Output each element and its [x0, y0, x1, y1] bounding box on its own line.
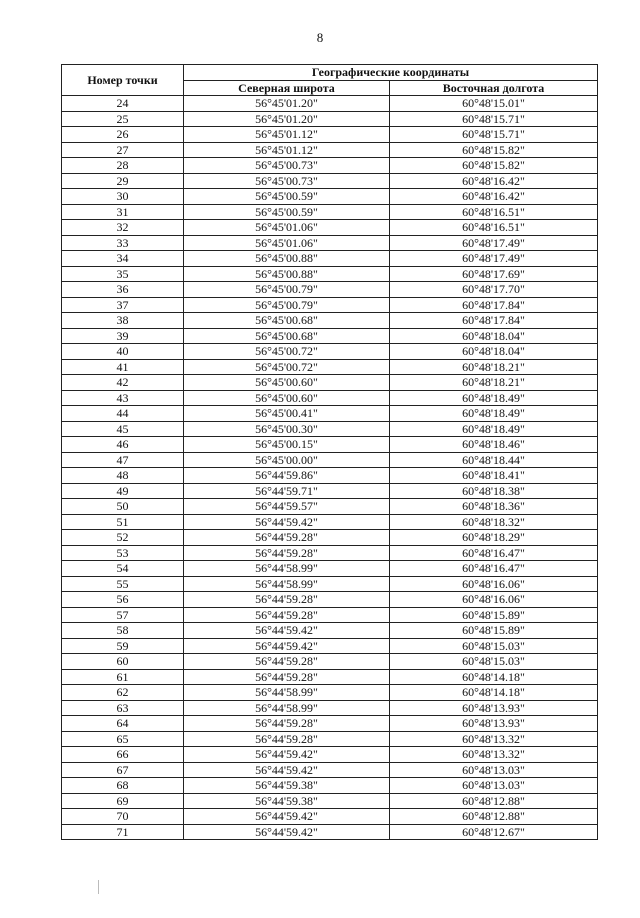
- cell-north-latitude: 56°44'59.28": [184, 592, 390, 608]
- table-header: [62, 65, 598, 96]
- cell-point-number: 63: [62, 700, 184, 716]
- cell-east-longitude: 60°48'15.03": [390, 654, 598, 670]
- cell-north-latitude: 56°45'00.68": [184, 328, 390, 344]
- cell-east-longitude: 60°48'15.03": [390, 638, 598, 654]
- header-north-latitude: Северная широта: [184, 80, 390, 96]
- table-row: [62, 297, 598, 313]
- cell-north-latitude: 56°45'00.41": [184, 406, 390, 422]
- cell-east-longitude: 60°48'18.32": [390, 514, 598, 530]
- cell-north-latitude: 56°45'00.72": [184, 359, 390, 375]
- cell-point-number: 31: [62, 204, 184, 220]
- cell-point-number: 67: [62, 762, 184, 778]
- cell-east-longitude: 60°48'18.04": [390, 328, 598, 344]
- cell-point-number: 70: [62, 809, 184, 825]
- table-row: [62, 669, 598, 685]
- cell-north-latitude: 56°45'00.68": [184, 313, 390, 329]
- cell-point-number: 58: [62, 623, 184, 639]
- cell-north-latitude: 56°44'59.42": [184, 762, 390, 778]
- table-row: [62, 747, 598, 763]
- cell-east-longitude: 60°48'18.38": [390, 483, 598, 499]
- cell-point-number: 47: [62, 452, 184, 468]
- cell-north-latitude: 56°45'01.20": [184, 96, 390, 112]
- cell-north-latitude: 56°44'59.38": [184, 793, 390, 809]
- table-row: [62, 189, 598, 205]
- cell-east-longitude: 60°48'15.89": [390, 623, 598, 639]
- cell-point-number: 66: [62, 747, 184, 763]
- page-number: 8: [316, 30, 324, 45]
- cell-east-longitude: 60°48'18.21": [390, 359, 598, 375]
- cell-north-latitude: 56°44'59.42": [184, 747, 390, 763]
- cell-north-latitude: 56°45'00.60": [184, 375, 390, 391]
- table-row: [62, 762, 598, 778]
- cell-east-longitude: 60°48'13.32": [390, 731, 598, 747]
- table-row: [62, 468, 598, 484]
- cell-east-longitude: 60°48'13.32": [390, 747, 598, 763]
- cell-north-latitude: 56°45'00.59": [184, 189, 390, 205]
- cell-north-latitude: 56°44'59.28": [184, 669, 390, 685]
- cell-point-number: 41: [62, 359, 184, 375]
- header-point-number: Номер точки: [62, 65, 184, 96]
- cell-point-number: 28: [62, 158, 184, 174]
- table-row: [62, 344, 598, 360]
- cell-east-longitude: 60°48'16.42": [390, 173, 598, 189]
- cell-east-longitude: 60°48'18.46": [390, 437, 598, 453]
- table-row: [62, 142, 598, 158]
- table-row: [62, 638, 598, 654]
- coordinates-table: [61, 64, 598, 840]
- table-row: [62, 731, 598, 747]
- cell-point-number: 50: [62, 499, 184, 515]
- cell-point-number: 33: [62, 235, 184, 251]
- table-row: [62, 96, 598, 112]
- cell-east-longitude: 60°48'18.36": [390, 499, 598, 515]
- cell-east-longitude: 60°48'16.06": [390, 576, 598, 592]
- cell-point-number: 43: [62, 390, 184, 406]
- cell-point-number: 71: [62, 824, 184, 840]
- cell-north-latitude: 56°44'59.42": [184, 623, 390, 639]
- cell-east-longitude: 60°48'16.51": [390, 204, 598, 220]
- cell-east-longitude: 60°48'15.89": [390, 607, 598, 623]
- table-row: [62, 452, 598, 468]
- cell-north-latitude: 56°44'58.99": [184, 700, 390, 716]
- cell-point-number: 69: [62, 793, 184, 809]
- cell-north-latitude: 56°44'59.71": [184, 483, 390, 499]
- table-row: [62, 530, 598, 546]
- table-row: [62, 824, 598, 840]
- cell-north-latitude: 56°45'00.73": [184, 158, 390, 174]
- header-geo-coords: Географические координаты: [184, 65, 598, 81]
- cell-east-longitude: 60°48'13.03": [390, 762, 598, 778]
- cell-point-number: 62: [62, 685, 184, 701]
- cell-north-latitude: 56°45'01.12": [184, 142, 390, 158]
- table-row: [62, 561, 598, 577]
- table-row: [62, 499, 598, 515]
- cell-point-number: 46: [62, 437, 184, 453]
- cell-point-number: 61: [62, 669, 184, 685]
- cell-east-longitude: 60°48'13.03": [390, 778, 598, 794]
- table-row: [62, 607, 598, 623]
- cell-east-longitude: 60°48'18.49": [390, 421, 598, 437]
- scan-artifact: [98, 880, 99, 894]
- cell-north-latitude: 56°45'00.00": [184, 452, 390, 468]
- cell-north-latitude: 56°45'00.88": [184, 251, 390, 267]
- table-row: [62, 328, 598, 344]
- table-row: [62, 654, 598, 670]
- cell-east-longitude: 60°48'12.67": [390, 824, 598, 840]
- cell-point-number: 39: [62, 328, 184, 344]
- cell-point-number: 34: [62, 251, 184, 267]
- cell-north-latitude: 56°45'01.20": [184, 111, 390, 127]
- cell-point-number: 65: [62, 731, 184, 747]
- cell-east-longitude: 60°48'17.49": [390, 235, 598, 251]
- cell-north-latitude: 56°45'01.06": [184, 235, 390, 251]
- cell-point-number: 57: [62, 607, 184, 623]
- cell-point-number: 51: [62, 514, 184, 530]
- cell-north-latitude: 56°44'59.28": [184, 607, 390, 623]
- cell-point-number: 44: [62, 406, 184, 422]
- cell-north-latitude: 56°44'59.28": [184, 654, 390, 670]
- cell-north-latitude: 56°45'00.30": [184, 421, 390, 437]
- cell-north-latitude: 56°44'59.28": [184, 530, 390, 546]
- table-row: [62, 406, 598, 422]
- cell-point-number: 56: [62, 592, 184, 608]
- cell-point-number: 54: [62, 561, 184, 577]
- table-row: [62, 111, 598, 127]
- cell-north-latitude: 56°44'58.99": [184, 576, 390, 592]
- cell-east-longitude: 60°48'14.18": [390, 685, 598, 701]
- table-row: [62, 716, 598, 732]
- cell-east-longitude: 60°48'15.82": [390, 158, 598, 174]
- cell-east-longitude: 60°48'16.06": [390, 592, 598, 608]
- cell-north-latitude: 56°44'59.42": [184, 638, 390, 654]
- cell-point-number: 30: [62, 189, 184, 205]
- table-row: [62, 421, 598, 437]
- table-row: [62, 235, 598, 251]
- cell-east-longitude: 60°48'16.47": [390, 561, 598, 577]
- cell-north-latitude: 56°45'01.06": [184, 220, 390, 236]
- table-row: [62, 375, 598, 391]
- cell-point-number: 40: [62, 344, 184, 360]
- cell-point-number: 38: [62, 313, 184, 329]
- cell-north-latitude: 56°45'00.72": [184, 344, 390, 360]
- table-row: [62, 514, 598, 530]
- cell-north-latitude: 56°44'58.99": [184, 685, 390, 701]
- cell-east-longitude: 60°48'18.29": [390, 530, 598, 546]
- cell-north-latitude: 56°44'59.28": [184, 716, 390, 732]
- cell-point-number: 29: [62, 173, 184, 189]
- cell-north-latitude: 56°45'00.15": [184, 437, 390, 453]
- cell-east-longitude: 60°48'18.49": [390, 390, 598, 406]
- cell-east-longitude: 60°48'15.01": [390, 96, 598, 112]
- cell-east-longitude: 60°48'16.51": [390, 220, 598, 236]
- table-row: [62, 390, 598, 406]
- table-row: [62, 204, 598, 220]
- cell-east-longitude: 60°48'15.82": [390, 142, 598, 158]
- cell-point-number: 68: [62, 778, 184, 794]
- cell-north-latitude: 56°45'00.88": [184, 266, 390, 282]
- cell-point-number: 26: [62, 127, 184, 143]
- cell-north-latitude: 56°45'01.12": [184, 127, 390, 143]
- cell-east-longitude: 60°48'18.21": [390, 375, 598, 391]
- cell-east-longitude: 60°48'17.69": [390, 266, 598, 282]
- table-row: [62, 793, 598, 809]
- table-row: [62, 251, 598, 267]
- table-row: [62, 685, 598, 701]
- cell-point-number: 27: [62, 142, 184, 158]
- cell-point-number: 42: [62, 375, 184, 391]
- cell-north-latitude: 56°44'59.57": [184, 499, 390, 515]
- table-row: [62, 483, 598, 499]
- cell-point-number: 52: [62, 530, 184, 546]
- cell-north-latitude: 56°44'59.28": [184, 731, 390, 747]
- cell-east-longitude: 60°48'18.49": [390, 406, 598, 422]
- cell-north-latitude: 56°44'59.42": [184, 809, 390, 825]
- cell-east-longitude: 60°48'16.42": [390, 189, 598, 205]
- cell-north-latitude: 56°45'00.79": [184, 297, 390, 313]
- cell-point-number: 37: [62, 297, 184, 313]
- cell-east-longitude: 60°48'12.88": [390, 793, 598, 809]
- cell-point-number: 49: [62, 483, 184, 499]
- table-row: [62, 576, 598, 592]
- cell-point-number: 60: [62, 654, 184, 670]
- cell-point-number: 35: [62, 266, 184, 282]
- cell-north-latitude: 56°44'58.99": [184, 561, 390, 577]
- cell-point-number: 55: [62, 576, 184, 592]
- cell-point-number: 25: [62, 111, 184, 127]
- header-east-longitude: Восточная долгота: [390, 80, 598, 96]
- cell-east-longitude: 60°48'17.84": [390, 313, 598, 329]
- table-row: [62, 592, 598, 608]
- table-body: [62, 96, 598, 840]
- table-row: [62, 220, 598, 236]
- cell-east-longitude: 60°48'16.47": [390, 545, 598, 561]
- cell-east-longitude: 60°48'17.70": [390, 282, 598, 298]
- table-row: [62, 359, 598, 375]
- table-row: [62, 778, 598, 794]
- cell-east-longitude: 60°48'18.41": [390, 468, 598, 484]
- cell-east-longitude: 60°48'18.44": [390, 452, 598, 468]
- cell-north-latitude: 56°45'00.73": [184, 173, 390, 189]
- cell-north-latitude: 56°44'59.86": [184, 468, 390, 484]
- table-row: [62, 266, 598, 282]
- cell-point-number: 32: [62, 220, 184, 236]
- table-row: [62, 700, 598, 716]
- cell-east-longitude: 60°48'17.84": [390, 297, 598, 313]
- cell-north-latitude: 56°45'00.59": [184, 204, 390, 220]
- table-row: [62, 158, 598, 174]
- cell-point-number: 36: [62, 282, 184, 298]
- table-row: [62, 623, 598, 639]
- cell-north-latitude: 56°45'00.79": [184, 282, 390, 298]
- table-row: [62, 173, 598, 189]
- cell-north-latitude: 56°44'59.38": [184, 778, 390, 794]
- cell-point-number: 48: [62, 468, 184, 484]
- table-row: [62, 545, 598, 561]
- cell-north-latitude: 56°44'59.28": [184, 545, 390, 561]
- cell-north-latitude: 56°45'00.60": [184, 390, 390, 406]
- cell-point-number: 53: [62, 545, 184, 561]
- cell-east-longitude: 60°48'17.49": [390, 251, 598, 267]
- table-row: [62, 437, 598, 453]
- table-row: [62, 313, 598, 329]
- cell-point-number: 59: [62, 638, 184, 654]
- table-row: [62, 809, 598, 825]
- cell-north-latitude: 56°44'59.42": [184, 824, 390, 840]
- cell-point-number: 45: [62, 421, 184, 437]
- cell-east-longitude: 60°48'14.18": [390, 669, 598, 685]
- cell-point-number: 24: [62, 96, 184, 112]
- cell-east-longitude: 60°48'13.93": [390, 716, 598, 732]
- cell-north-latitude: 56°44'59.42": [184, 514, 390, 530]
- cell-east-longitude: 60°48'15.71": [390, 111, 598, 127]
- cell-east-longitude: 60°48'18.04": [390, 344, 598, 360]
- cell-east-longitude: 60°48'13.93": [390, 700, 598, 716]
- cell-east-longitude: 60°48'12.88": [390, 809, 598, 825]
- table-row: [62, 127, 598, 143]
- table-row: [62, 282, 598, 298]
- cell-point-number: 64: [62, 716, 184, 732]
- cell-east-longitude: 60°48'15.71": [390, 127, 598, 143]
